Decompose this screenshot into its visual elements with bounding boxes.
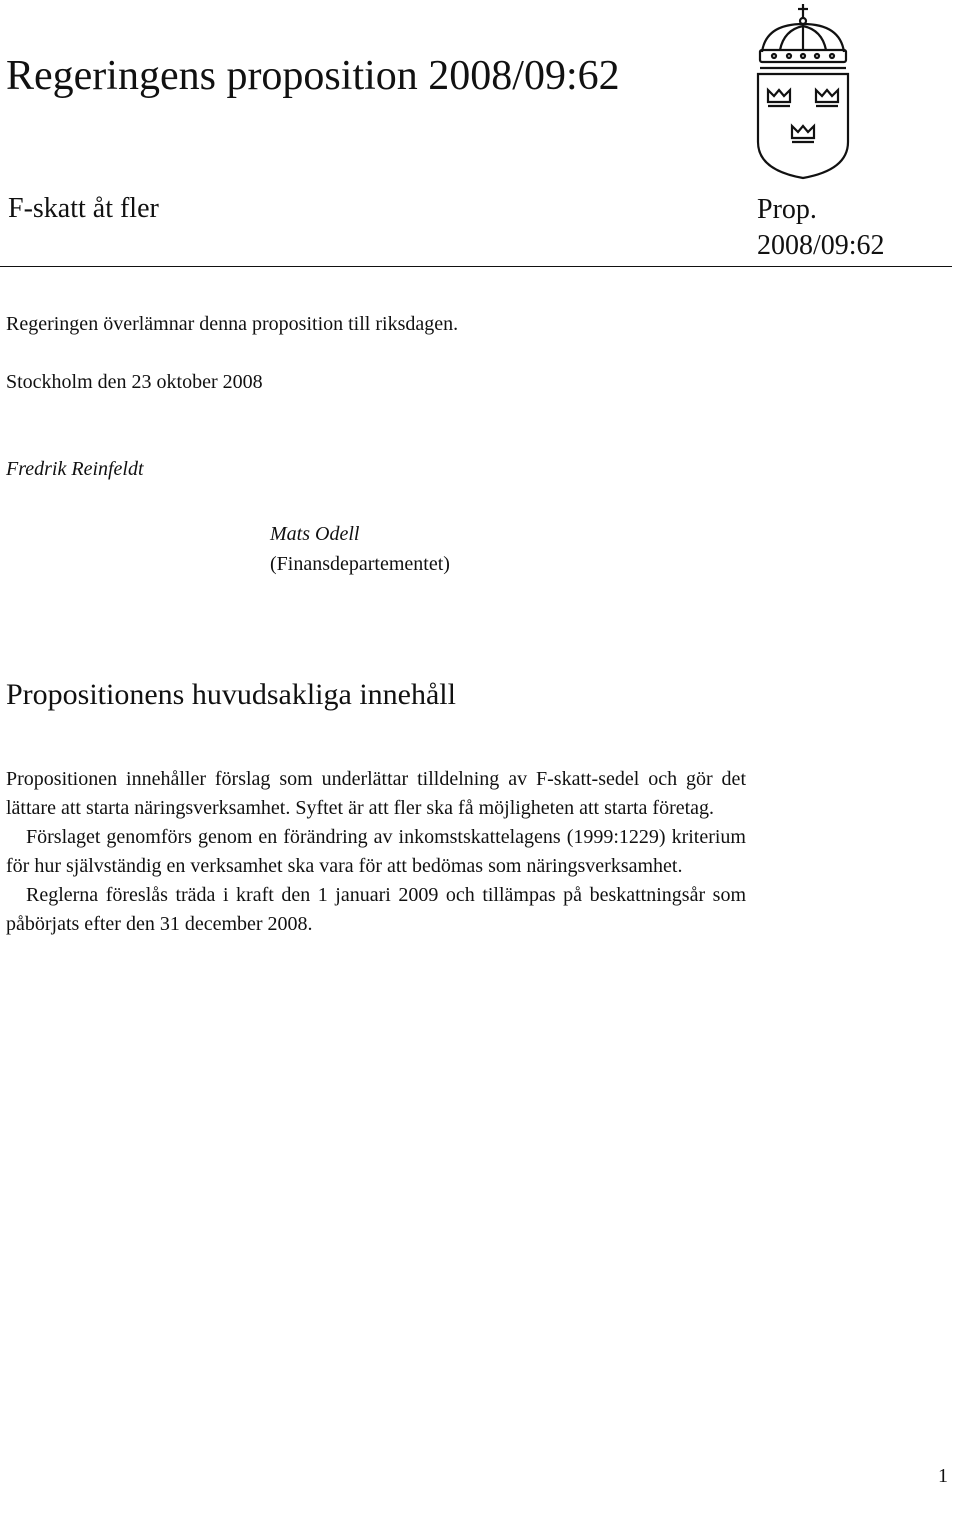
- proposition-label: Prop. 2008/09:62: [757, 194, 885, 261]
- proposition-number: [757, 192, 927, 264]
- page-number: 1: [938, 1465, 948, 1487]
- document-title: Regeringens proposition 2008/09:62: [6, 53, 620, 99]
- section-heading: Propositionens huvudsakliga innehåll: [6, 678, 456, 711]
- minister-signature: Mats Odell: [270, 523, 360, 545]
- ministry-name: (Finansdepartementet): [270, 553, 450, 575]
- document-subtitle: F-skatt åt fler: [8, 193, 159, 224]
- prime-minister-signature: Fredrik Reinfeldt: [6, 458, 144, 480]
- summary-paragraph: Förslaget genomförs genom en förändring av inkomstskattelagens (1999:1229) kriterium för hur självständig en verksamhet ska vara för att bedömas som näringsverksamhet.: [6, 826, 746, 877]
- place-date: Stockholm den 23 oktober 2008: [6, 371, 263, 393]
- header-divider: [0, 266, 952, 267]
- summary-body: [6, 765, 746, 939]
- summary-paragraph: Reglerna föreslås träda i kraft den 1 januari 2009 och tillämpas på beskattningsår som påbörjats efter den 31 december 2008.: [6, 884, 746, 935]
- summary-paragraph: Propositionen innehåller förslag som underlättar tilldelning av F-skatt-sedel och gör det lättare att starta näringsverksamhet. Syftet är att fler ska få möjligheten att starta företag.: [6, 768, 746, 819]
- coat-of-arms-icon: [752, 2, 854, 180]
- intro-text: Regeringen överlämnar denna proposition till riksdagen.: [6, 313, 459, 335]
